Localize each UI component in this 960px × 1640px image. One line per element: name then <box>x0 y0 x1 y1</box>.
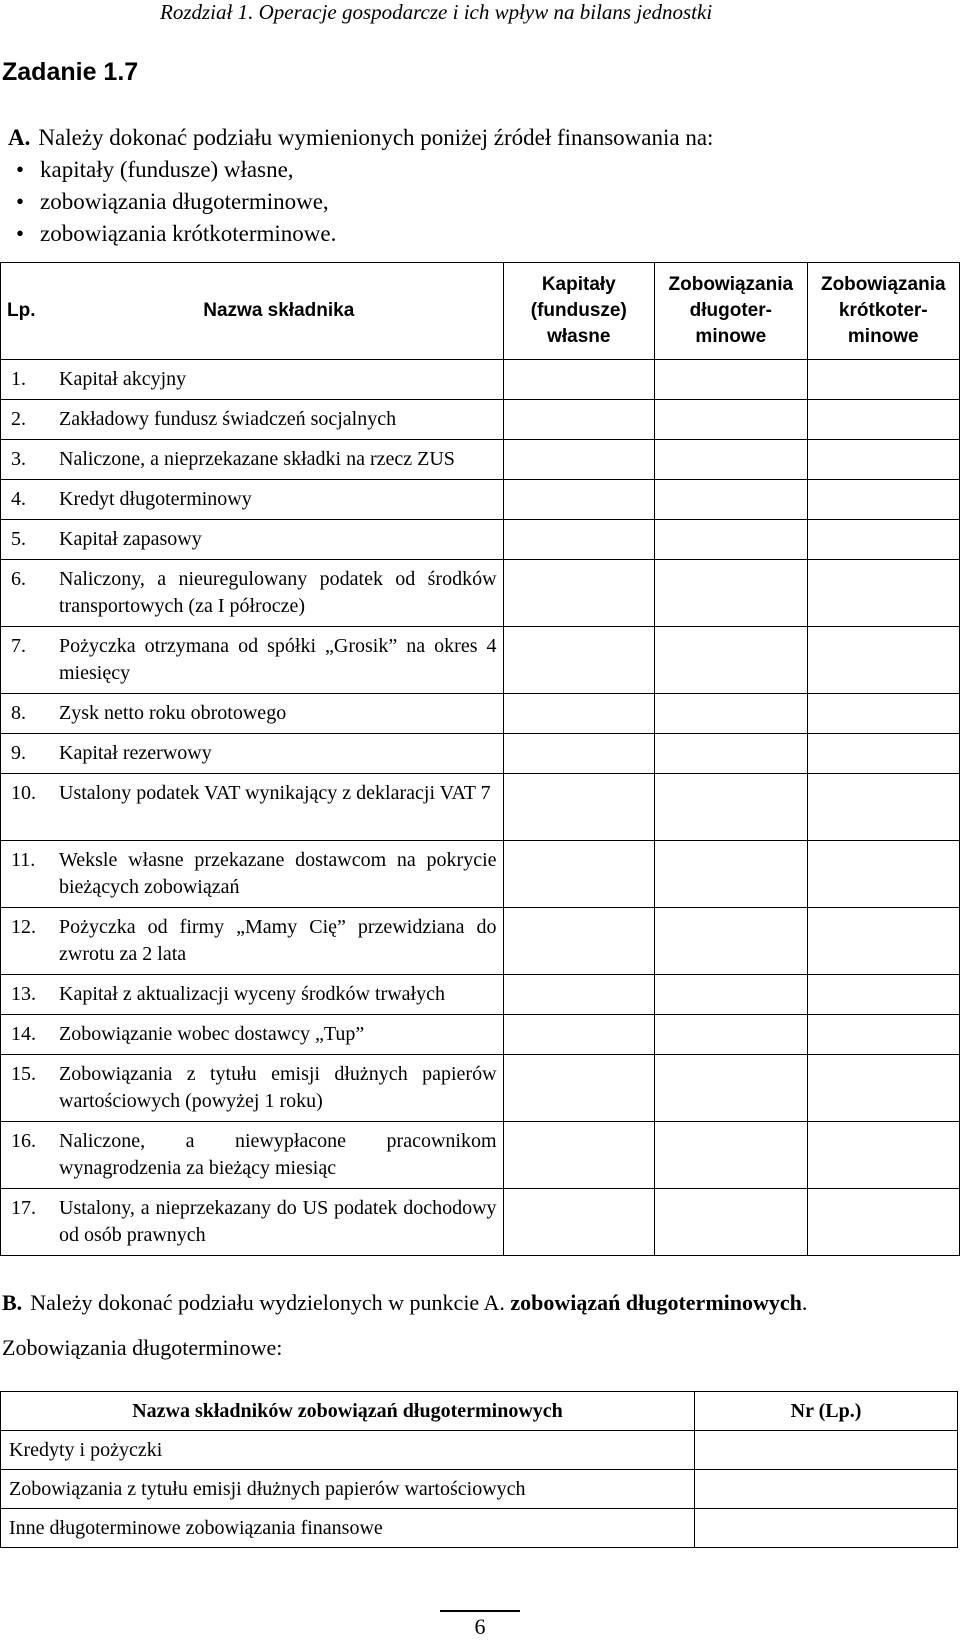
row-number: 14. <box>11 1023 36 1045</box>
equity-cell[interactable] <box>503 440 655 480</box>
equity-cell[interactable] <box>503 1122 655 1189</box>
short-term-cell[interactable] <box>807 734 959 774</box>
row-name-cell <box>1 975 504 1015</box>
row-text: Weksle własne przekazane dostawcom na pokrycie bieżących zobowiązań <box>59 849 497 898</box>
row-name-cell <box>1 908 504 975</box>
row-number: 9. <box>11 742 26 764</box>
row-number: 5. <box>11 528 26 550</box>
equity-cell[interactable] <box>503 774 655 841</box>
header-nr: Nr (Lp.) <box>695 1392 958 1431</box>
table-a-header-name <box>1 263 504 360</box>
table-row <box>1 520 960 560</box>
row-name-cell <box>1 734 504 774</box>
row-name-cell <box>1 1122 504 1189</box>
row-name-cell <box>1 520 504 560</box>
classification-table <box>0 262 960 1256</box>
equity-cell[interactable] <box>503 480 655 520</box>
row-number: 11. <box>11 849 36 871</box>
row-number: 1. <box>11 368 26 390</box>
short-term-cell[interactable] <box>807 560 959 627</box>
long-term-cell[interactable] <box>655 480 807 520</box>
short-term-cell[interactable] <box>807 1015 959 1055</box>
table-row <box>1 975 960 1015</box>
long-term-cell[interactable] <box>655 1189 807 1256</box>
long-term-cell[interactable] <box>655 975 807 1015</box>
bullet-item: • zobowiązania długoterminowe, <box>16 186 336 218</box>
equity-cell[interactable] <box>503 1189 655 1256</box>
short-term-cell[interactable] <box>807 908 959 975</box>
equity-cell[interactable] <box>503 734 655 774</box>
row-text: Kapitał zapasowy <box>59 528 202 550</box>
long-term-cell[interactable] <box>655 560 807 627</box>
row-name-cell <box>1 627 504 694</box>
long-term-subheading: Zobowiązania długoterminowe: <box>2 1335 283 1360</box>
section-b-emphasis: zobowiązań długoterminowych <box>510 1290 802 1315</box>
long-term-cell[interactable] <box>655 627 807 694</box>
table-row <box>1 560 960 627</box>
row-text: Zobowiązanie wobec dostawcy „Tup” <box>59 1023 365 1045</box>
table-row <box>1 627 960 694</box>
section-b-text: Należy dokonać podziału wydzielonych w punkcie A. <box>30 1290 505 1315</box>
row-number: 12. <box>11 916 36 938</box>
row-name-cell <box>1 1189 504 1256</box>
bullet-item: • kapitały (fundusze) własne, <box>16 154 336 186</box>
section-b-letter: B. <box>2 1290 23 1315</box>
table-row <box>1 440 960 480</box>
row-number: 10. <box>11 782 36 804</box>
short-term-cell[interactable] <box>807 520 959 560</box>
row-name-cell <box>1 841 504 908</box>
row-name-cell <box>1 694 504 734</box>
row-text: Naliczone, a nieprzekazane składki na rzecz ZUS <box>59 448 455 470</box>
row-text: Kapitał rezerwowy <box>59 742 212 764</box>
short-term-cell[interactable] <box>807 440 959 480</box>
row-number: 6. <box>11 568 26 590</box>
row-text: Zobowiązania z tytułu emisji dłużnych papierów wartościowych (powyżej 1 roku) <box>59 1063 497 1112</box>
table-row <box>1 1470 958 1509</box>
row-text: Kapitał z aktualizacji wyceny środków trwałych <box>59 983 445 1005</box>
section-a-letter: A. <box>8 125 31 150</box>
long-term-cell[interactable] <box>655 360 807 400</box>
short-term-cell[interactable] <box>807 627 959 694</box>
table-row <box>1 400 960 440</box>
long-term-table <box>0 1391 958 1548</box>
table-row <box>1 1055 960 1122</box>
component-name-cell: Kredyty i pożyczki <box>1 1431 695 1470</box>
header-lp: Lp. <box>7 300 36 321</box>
header-component-name: Nazwa składników zobowiązań długoterminowych <box>1 1392 695 1431</box>
header-name: Nazwa składnika <box>203 300 355 321</box>
table-row <box>1 360 960 400</box>
row-number: 3. <box>11 448 26 470</box>
header-long-term: Zobowiązania długoter-minowe <box>655 263 807 360</box>
row-name-cell <box>1 400 504 440</box>
row-number: 8. <box>11 702 26 724</box>
table-row <box>1 841 960 908</box>
section-a-text: Należy dokonać podziału wymienionych poniżej źródeł finansowania na: <box>38 125 714 150</box>
table-row <box>1 1122 960 1189</box>
running-header: Rozdział 1. Operacje gospodarcze i ich wpływ na bilans jednostki <box>160 0 713 24</box>
row-text: Ustalony, a nieprzekazany do US podatek dochodowy od osób prawnych <box>59 1197 497 1246</box>
long-term-cell[interactable] <box>655 841 807 908</box>
row-name-cell <box>1 774 504 841</box>
row-text: Naliczone, a niewypłacone pracownikom wynagrodzenia za bieżący miesiąc <box>59 1130 497 1179</box>
row-number: 7. <box>11 635 26 657</box>
long-term-cell[interactable] <box>655 1055 807 1122</box>
table-row <box>1 480 960 520</box>
table-row <box>1 1189 960 1256</box>
row-text: Pożyczka otrzymana od spółki „Grosik” na okres 4 miesięcy <box>59 635 497 684</box>
nr-cell[interactable] <box>695 1431 958 1470</box>
table-row <box>1 1431 958 1470</box>
short-term-cell[interactable] <box>807 400 959 440</box>
table-row <box>1 734 960 774</box>
long-term-cell[interactable] <box>655 908 807 975</box>
table-row <box>1 1509 958 1548</box>
short-term-cell[interactable] <box>807 975 959 1015</box>
short-term-cell[interactable] <box>807 1189 959 1256</box>
equity-cell[interactable] <box>503 841 655 908</box>
table-row <box>1 694 960 734</box>
row-number: 2. <box>11 408 26 430</box>
row-text: Naliczony, a nieuregulowany podatek od środków transportowych (za I półrocze) <box>59 568 497 617</box>
row-text: Kredyt długoterminowy <box>59 488 252 510</box>
section-b-period: . <box>801 1290 808 1315</box>
row-text: Zakładowy fundusz świadczeń socjalnych <box>59 408 397 430</box>
header-equity: Kapitały (fundusze) własne <box>503 263 655 360</box>
row-text: Pożyczka od firmy „Mamy Cię” przewidziana do zwrotu za 2 lata <box>59 916 497 965</box>
row-text: Kapitał akcyjny <box>59 368 187 390</box>
equity-cell[interactable] <box>503 1055 655 1122</box>
short-term-cell[interactable] <box>807 1055 959 1122</box>
bullet-item: • zobowiązania krótkoterminowe. <box>16 218 336 250</box>
equity-cell[interactable] <box>503 360 655 400</box>
equity-cell[interactable] <box>503 975 655 1015</box>
category-bullet-list <box>16 154 336 250</box>
equity-cell[interactable] <box>503 400 655 440</box>
long-term-cell[interactable] <box>655 1122 807 1189</box>
nr-cell[interactable] <box>695 1470 958 1509</box>
row-name-cell <box>1 1015 504 1055</box>
nr-cell[interactable] <box>695 1509 958 1548</box>
short-term-cell[interactable] <box>807 841 959 908</box>
row-number: 17. <box>11 1197 36 1219</box>
table-row <box>1 774 960 841</box>
equity-cell[interactable] <box>503 1015 655 1055</box>
short-term-cell[interactable] <box>807 694 959 734</box>
row-text: Ustalony podatek VAT wynikający z deklaracji VAT 7 <box>59 782 491 804</box>
short-term-cell[interactable] <box>807 360 959 400</box>
row-name-cell <box>1 360 504 400</box>
section-b-instruction <box>2 1290 807 1316</box>
row-number: 4. <box>11 488 26 510</box>
row-text: Zysk netto roku obrotowego <box>59 702 287 724</box>
page-number: 6 <box>440 1610 520 1640</box>
short-term-cell[interactable] <box>807 1122 959 1189</box>
section-a-instruction <box>8 122 713 154</box>
equity-cell[interactable] <box>503 694 655 734</box>
header-short-term: Zobowiązania krótkoter-minowe <box>807 263 959 360</box>
short-term-cell[interactable] <box>807 774 959 841</box>
row-number: 16. <box>11 1130 36 1152</box>
equity-cell[interactable] <box>503 520 655 560</box>
component-name-cell: Zobowiązania z tytułu emisji dłużnych papierów wartościowych <box>1 1470 695 1509</box>
row-name-cell <box>1 480 504 520</box>
row-name-cell <box>1 440 504 480</box>
long-term-cell[interactable] <box>655 440 807 480</box>
long-term-cell[interactable] <box>655 1015 807 1055</box>
table-row <box>1 908 960 975</box>
component-name-cell: Inne długoterminowe zobowiązania finansowe <box>1 1509 695 1548</box>
long-term-cell[interactable] <box>655 734 807 774</box>
row-name-cell <box>1 560 504 627</box>
row-number: 13. <box>11 983 36 1005</box>
long-term-cell[interactable] <box>655 694 807 734</box>
equity-cell[interactable] <box>503 627 655 694</box>
row-name-cell <box>1 1055 504 1122</box>
equity-cell[interactable] <box>503 560 655 627</box>
table-row <box>1 1015 960 1055</box>
equity-cell[interactable] <box>503 908 655 975</box>
row-number: 15. <box>11 1063 36 1085</box>
task-title: Zadanie 1.7 <box>2 58 139 86</box>
long-term-cell[interactable] <box>655 520 807 560</box>
long-term-cell[interactable] <box>655 774 807 841</box>
long-term-cell[interactable] <box>655 400 807 440</box>
short-term-cell[interactable] <box>807 480 959 520</box>
